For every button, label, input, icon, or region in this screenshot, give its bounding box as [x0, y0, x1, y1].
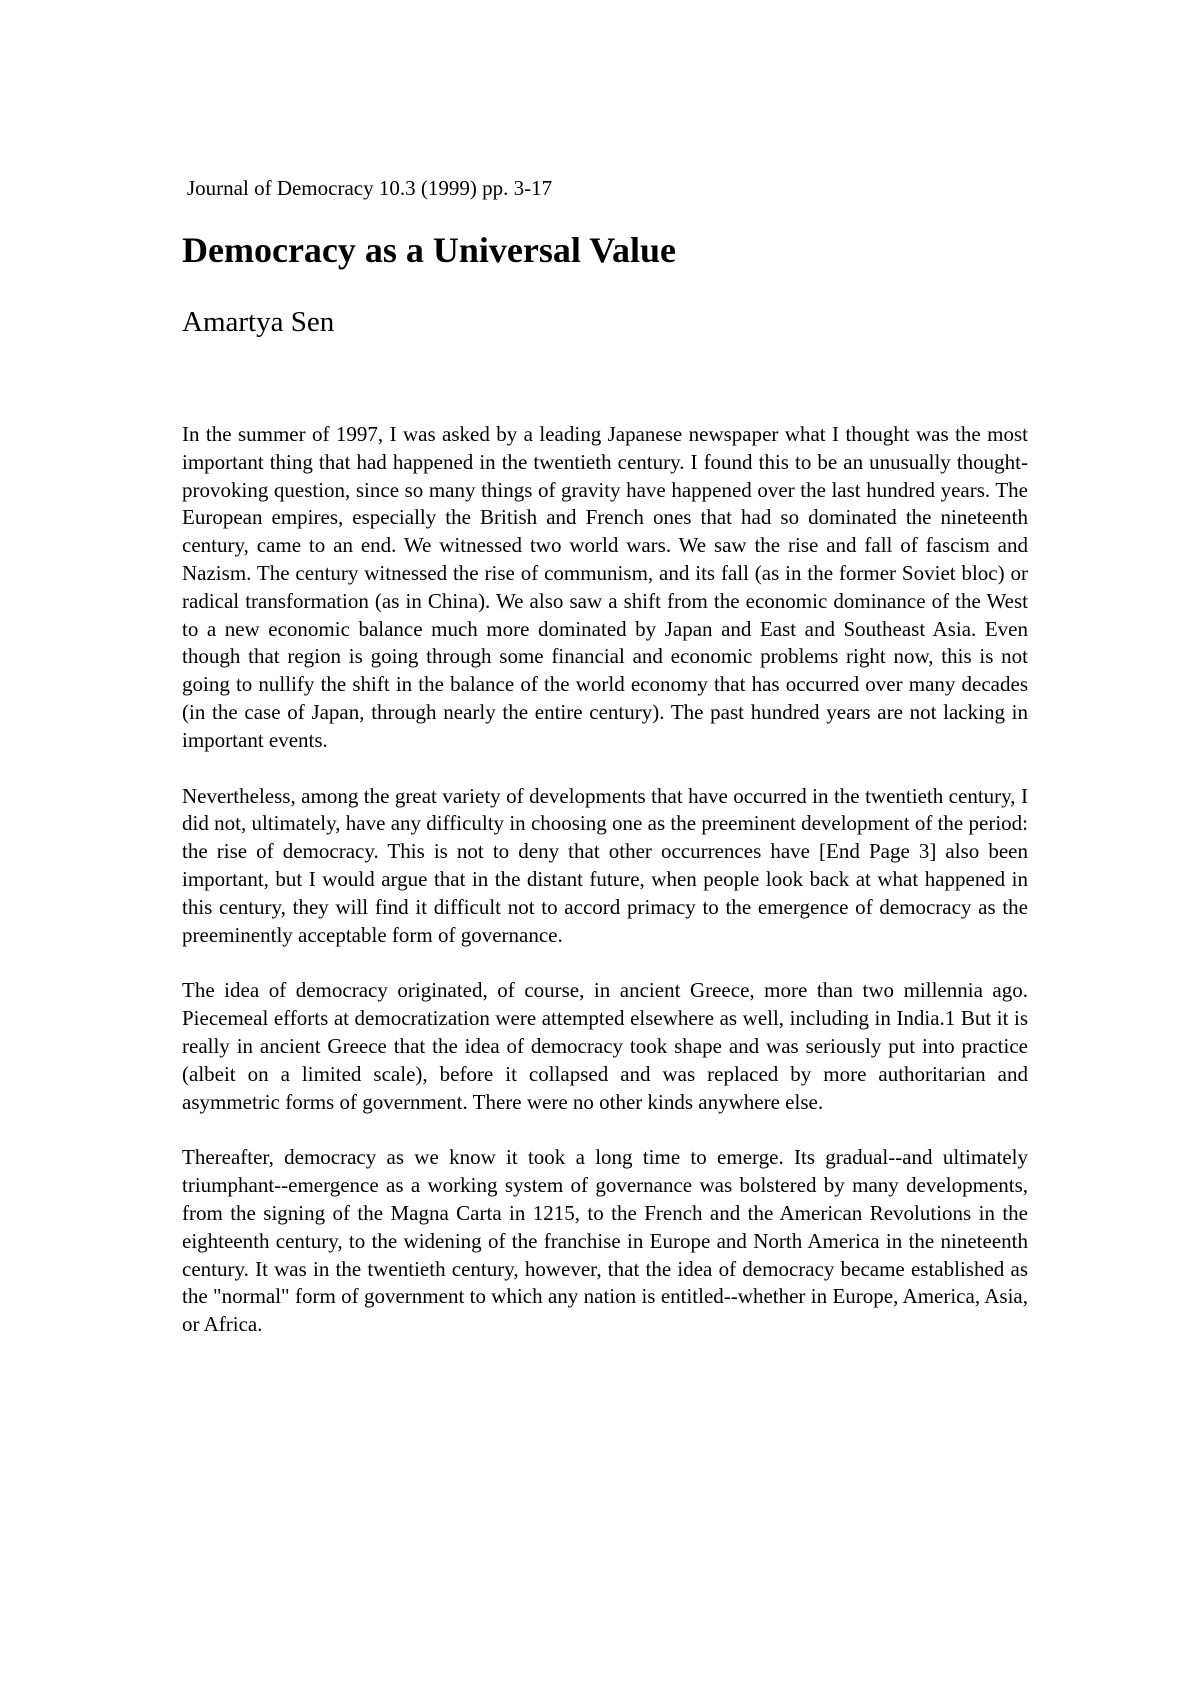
- body-paragraph: In the summer of 1997, I was asked by a leading Japanese newspaper what I thought was the most important thing that had happened in the twentieth century. I found this to be an unusually thought-provoking question, since so many things of gravity have happened over the last hundred years. The European empires, especially the British and French ones that had so dominated the nineteenth century, came to an end. We witnessed two world wars. We saw the rise and fall of fascism and Nazism. The century witnessed the rise of communism, and its fall (as in the former Soviet bloc) or radical transformation (as in China). We also saw a shift from the economic dominance of the West to a new economic balance much more dominated by Japan and East and Southeast Asia. Even though that region is going through some financial and economic problems right now, this is not going to nullify the shift in the balance of the world economy that has occurred over many decades (in the case of Japan, through nearly the entire century). The past hundred years are not lacking in important events.: [182, 422, 1028, 752]
- body-paragraph: Nevertheless, among the great variety of developments that have occurred in the twentieth century, I did not, ultimately, have any difficulty in choosing one as the preeminent development of the period: the rise of democracy. This is not to deny that other occurrences have [End Page 3] also been important, but I would argue that in the distant future, when people look back at what happened in this century, they will find it difficult not to accord primacy to the emergence of democracy as the preeminently acceptable form of governance.: [182, 783, 1028, 947]
- article-body: [182, 421, 1028, 1367]
- body-paragraph: The idea of democracy originated, of course, in ancient Greece, more than two millennia ago. Piecemeal efforts at democratization were attempted elsewhere as well, including in India.1 But it is really in ancient Greece that the idea of democracy took shape and was seriously put into practice (albeit on a limited scale), before it collapsed and was replaced by more authoritarian and asymmetric forms of government. There were no other kinds anywhere else.: [182, 978, 1028, 1114]
- journal-citation: Journal of Democracy 10.3 (1999) pp. 3-17: [187, 176, 553, 200]
- article-title: Democracy as a Universal Value: [182, 230, 676, 270]
- article-author: Amartya Sen: [182, 306, 335, 338]
- body-paragraph: Thereafter, democracy as we know it took a long time to emerge. Its gradual--and ultimately triumphant--emergence as a working system of governance was bolstered by many developments, from the signing of the Magna Carta in 1215, to the French and the American Revolutions in the eighteenth century, to the widening of the franchise in Europe and North America in the nineteenth century. It was in the twentieth century, however, that the idea of democracy became established as the "normal" form of government to which any nation is entitled--whether in Europe, America, Asia, or Africa.: [182, 1145, 1028, 1337]
